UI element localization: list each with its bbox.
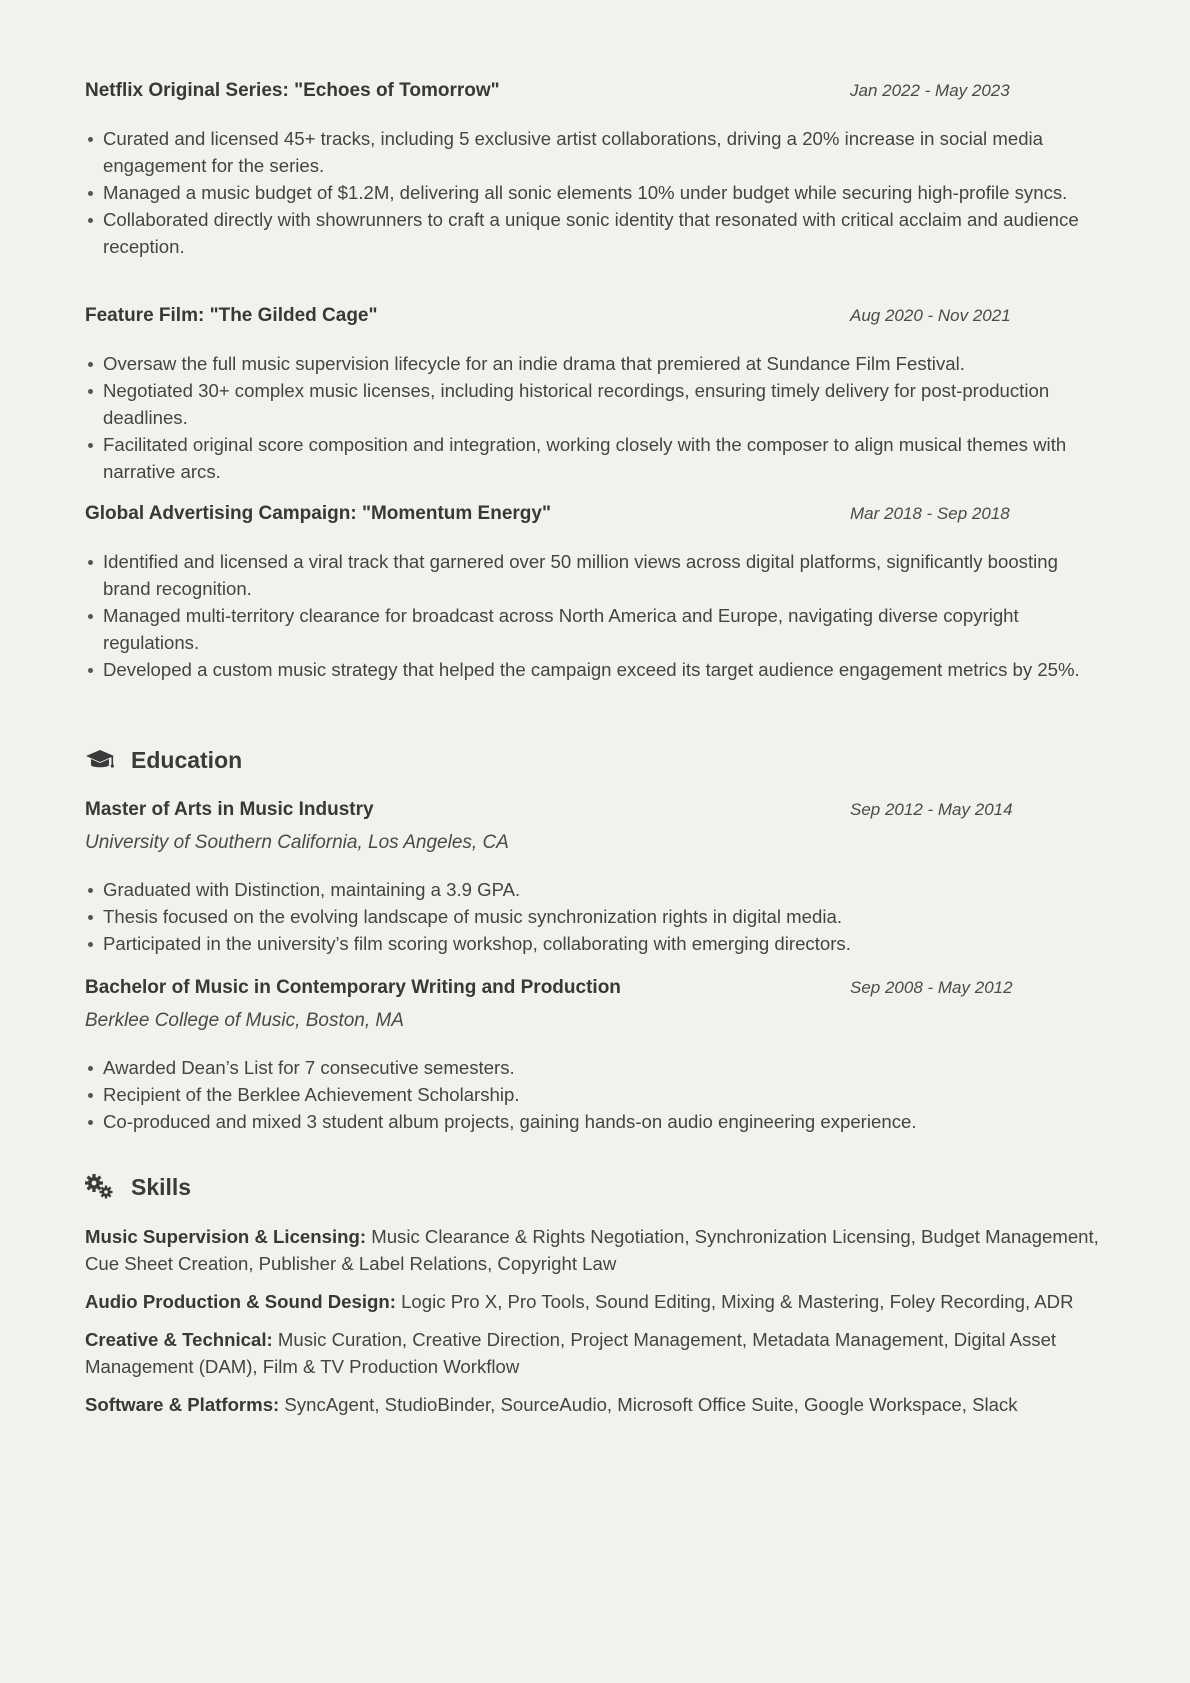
skill-items: SyncAgent, StudioBinder, SourceAudio, Microsoft Office Suite, Google Workspace, Slack (284, 1394, 1018, 1415)
list-item: Negotiated 30+ complex music licenses, including historical recordings, ensuring timely delivery for post-production deadlines. (85, 377, 1105, 431)
list-item: Curated and licensed 45+ tracks, including 5 exclusive artist collaborations, driving a 20% increase in social media engagement for the series. (85, 125, 1105, 179)
skill-category: Music Supervision & Licensing: (85, 1226, 367, 1247)
list-item: Developed a custom music strategy that helped the campaign exceed its target audience engagement metrics by 25%. (85, 656, 1105, 683)
graduation-cap-icon (85, 747, 115, 773)
skills-list (85, 1223, 1105, 1418)
skill-items: Logic Pro X, Pro Tools, Sound Editing, Mixing & Mastering, Foley Recording, ADR (401, 1291, 1074, 1312)
list-item: Oversaw the full music supervision lifecycle for an indie drama that premiered at Sundance Film Festival. (85, 350, 1105, 377)
entry-header (85, 304, 1105, 328)
section-title: Education (131, 747, 243, 773)
entry-date: Sep 2012 - May 2014 (850, 800, 1013, 819)
education-entry (85, 976, 1105, 1135)
entry-date: Sep 2008 - May 2012 (850, 978, 1013, 997)
gears-icon (85, 1174, 115, 1200)
section-title: Skills (131, 1174, 192, 1200)
list-item: Graduated with Distinction, maintaining a 3.9 GPA. (85, 876, 1105, 903)
entry-bullets (85, 1054, 1105, 1135)
skill-category: Audio Production & Sound Design: (85, 1291, 396, 1312)
entry-bullets (85, 350, 1105, 485)
entry-bullets (85, 125, 1105, 260)
list-item: Recipient of the Berklee Achievement Scholarship. (85, 1081, 1105, 1108)
skill-row (85, 1223, 1105, 1277)
entry-bullets (85, 876, 1105, 957)
entry-header (85, 798, 1105, 822)
entry-title: Netflix Original Series: "Echoes of Tomorrow" (85, 80, 500, 101)
experience-entry (85, 79, 1105, 260)
list-item: Co-produced and mixed 3 student album projects, gaining hands-on audio engineering experience. (85, 1108, 1105, 1135)
skill-row (85, 1391, 1105, 1418)
list-item: Collaborated directly with showrunners to craft a unique sonic identity that resonated with critical acclaim and audience reception. (85, 206, 1105, 260)
entry-date: Mar 2018 - Sep 2018 (850, 504, 1010, 523)
degree-title: Master of Arts in Music Industry (85, 799, 374, 820)
entry-bullets (85, 548, 1105, 683)
degree-title: Bachelor of Music in Contemporary Writing and Production (85, 977, 621, 998)
section-header (85, 1171, 1105, 1203)
education-entry (85, 798, 1105, 957)
entry-header (85, 976, 1105, 1000)
list-item: Participated in the university’s film scoring workshop, collaborating with emerging directors. (85, 930, 1105, 957)
list-item: Thesis focused on the evolving landscape of music synchronization rights in digital media. (85, 903, 1105, 930)
experience-entry (85, 304, 1105, 485)
list-item: Facilitated original score composition and integration, working closely with the composer to align musical themes with narrative arcs. (85, 431, 1105, 485)
list-item: Awarded Dean’s List for 7 consecutive semesters. (85, 1054, 1105, 1081)
skill-row (85, 1326, 1105, 1380)
experience-entry (85, 502, 1105, 683)
list-item: Identified and licensed a viral track that garnered over 50 million views across digital platforms, significantly boosting brand recognition. (85, 548, 1105, 602)
entry-header (85, 79, 1105, 103)
list-item: Managed multi-territory clearance for broadcast across North America and Europe, navigating diverse copyright regulations. (85, 602, 1105, 656)
skill-row (85, 1288, 1105, 1315)
entry-title: Global Advertising Campaign: "Momentum Energy" (85, 503, 551, 524)
skill-items: Music Curation, Creative Direction, Project Management, Metadata Management, Digital Asset Management (DAM), Film & TV Production Workflow (85, 1329, 1057, 1377)
section-header (85, 744, 1105, 776)
entry-header (85, 502, 1105, 526)
list-item: Managed a music budget of $1.2M, delivering all sonic elements 10% under budget while securing high-profile syncs. (85, 179, 1105, 206)
entry-date: Jan 2022 - May 2023 (850, 81, 1010, 100)
skills-section (85, 1171, 1105, 1203)
skill-items: Music Clearance & Rights Negotiation, Synchronization Licensing, Budget Management, Cue Sheet Creation, Publisher & Label Relations, Copyright Law (85, 1226, 1099, 1274)
entry-date: Aug 2020 - Nov 2021 (850, 306, 1011, 325)
school-name: Berklee College of Music, Boston, MA (85, 1010, 404, 1031)
skill-category: Creative & Technical: (85, 1329, 273, 1350)
education-section (85, 744, 1105, 776)
skill-category: Software & Platforms: (85, 1394, 280, 1415)
entry-title: Feature Film: "The Gilded Cage" (85, 305, 378, 326)
school-name: University of Southern California, Los Angeles, CA (85, 832, 509, 853)
